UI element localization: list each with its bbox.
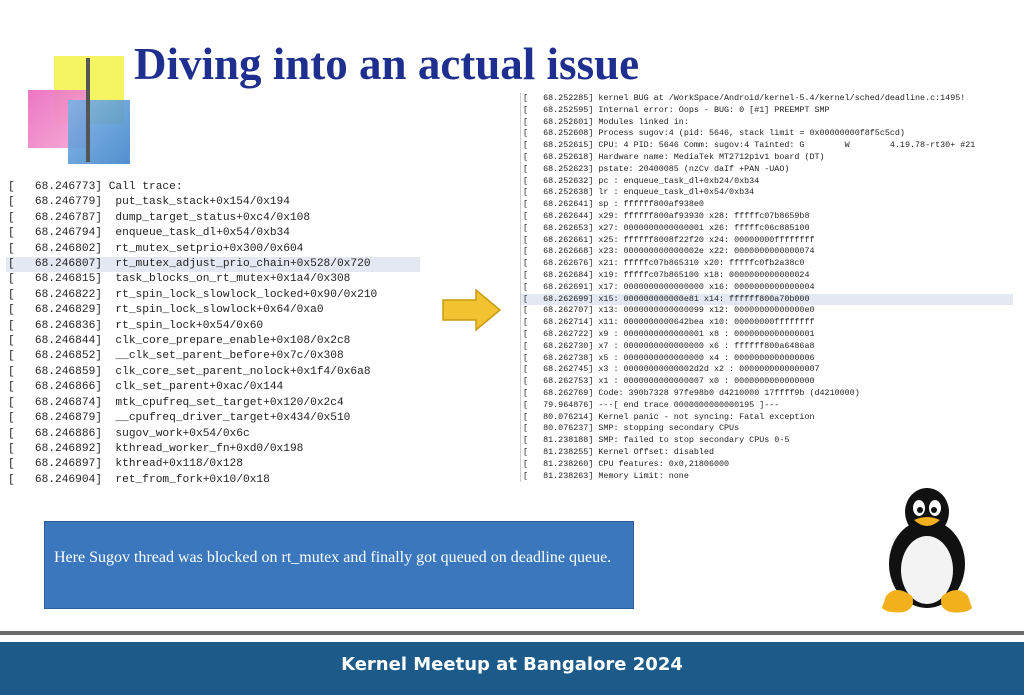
kernel-log-line: [ 68.262653] x27: 0000000000000001 x26: fffffc06c885100 (523, 222, 810, 233)
note-text: Here Sugov thread was blocked on rt_mutex and finally got queued on deadline queue. (54, 549, 612, 566)
call-trace-line: [ 68.246874] mtk_cpufreq_set_target+0x120/0x2c4 (8, 396, 344, 409)
kernel-log-line: [ 68.262714] x11: 0000000000642bea x10: 00000000ffffffff (523, 317, 815, 328)
note-box (44, 521, 634, 609)
call-trace-line: [ 68.246859] clk_core_set_parent_nolock+0x1f4/0x6a8 (8, 365, 371, 378)
kernel-log-line: [ 81.238188] SMP: failed to stop secondary CPUs 0-5 (523, 435, 790, 446)
kernel-log-line: [ 68.262691] x17: 0000000000000000 x16: 0000000000000004 (523, 281, 815, 292)
tux-penguin-icon (878, 484, 976, 616)
kernel-log-line: [ 68.252618] Hardware name: MediaTek MT2712p1v1 board (DT) (523, 151, 825, 162)
call-trace-listing (6, 180, 420, 488)
kernel-log-line: [ 68.252601] Modules linked in: (523, 116, 689, 127)
kernel-log-line: [ 68.262730] x7 : 0000000000000000 x6 : ffffff800a6486a8 (523, 340, 815, 351)
kernel-log-line: [ 80.076214] Kernel panic - not syncing: Fatal exception (523, 411, 815, 422)
kernel-oops-log (520, 93, 1013, 482)
call-trace-line: [ 68.246844] clk_core_prepare_enable+0x108/0x2c8 (8, 335, 351, 348)
kernel-log-line: [ 68.262644] x29: ffffff800af93930 x28: fffffc07b8659b8 (523, 210, 810, 221)
logo-vertical-line (86, 58, 90, 162)
kernel-log-line: [ 68.262753] x1 : 0000000000000007 x0 : 0000000000000000 (523, 376, 815, 387)
footer-bar (0, 642, 1024, 695)
call-trace-line: [ 68.246807] rt_mutex_adjust_prio_chain+0x528/0x720 (6, 257, 420, 272)
kernel-log-line: [ 81.238260] CPU features: 0x0,21806000 (523, 458, 730, 469)
call-trace-line: [ 68.246829] rt_spin_lock_slowlock+0x64/0xa0 (8, 304, 324, 317)
kernel-log-line: [ 81.238263] Memory Limit: none (523, 470, 689, 481)
call-trace-line: [ 68.246802] rt_mutex_setprio+0x300/0x604 (8, 242, 304, 255)
call-trace-line: [ 68.246779] put_task_stack+0x154/0x194 (8, 196, 290, 209)
footer-divider (0, 631, 1024, 635)
kernel-log-line: [ 68.252632] pc : enqueue_task_dl+0xb24/0xb34 (523, 175, 760, 186)
call-trace-line: [ 68.246787] dump_target_status+0xc4/0x108 (8, 211, 311, 224)
kernel-log-line: [ 68.252615] CPU: 4 PID: 5646 Comm: sugov:4 Tainted: G W 4.19.78-rt30+ #21 (523, 140, 976, 151)
kernel-log-line: [ 68.262684] x19: fffffc07b865100 x18: 0000000000000024 (523, 269, 810, 280)
call-trace-line: [ 68.246794] enqueue_task_dl+0x54/0xb34 (8, 227, 290, 240)
slide-title: Diving into an actual issue (134, 39, 640, 89)
kernel-log-line: [ 80.076237] SMP: stopping secondary CPUs (523, 423, 740, 434)
kernel-log-line: [ 68.262738] x5 : 0000000000000000 x4 : 0000000000000006 (523, 352, 815, 363)
kernel-log-line: [ 68.262722] x9 : 0000000000000001 x8 : 0000000000000001 (523, 328, 815, 339)
call-trace-line: [ 68.246904] ret_from_fork+0x10/0x18 (8, 473, 270, 486)
call-trace-line: [ 68.246879] __cpufreq_driver_target+0x434/0x510 (8, 412, 351, 425)
kernel-log-line: [ 68.262699] x15: 000000000000e81 x14: ffffff800a70b000 (521, 294, 1013, 306)
call-trace-line: [ 68.246773] Call trace: (8, 181, 183, 193)
right-arrow-icon (442, 289, 502, 331)
call-trace-line: [ 68.246852] __clk_set_parent_before+0x7c/0x308 (8, 350, 344, 363)
logo-blue-square (68, 100, 130, 164)
footer-text: Kernel Meetup at Bangalore 2024 (341, 654, 683, 675)
kernel-log-line: [ 68.252638] lr : enqueue_task_dl+0x54/0xb34 (523, 187, 755, 198)
kernel-log-line: [ 68.252608] Process sugov:4 (pid: 5646, stack limit = 0x00000000f8f5c5cd) (523, 128, 905, 139)
kernel-log-line: [ 81.238255] Kernel Offset: disabled (523, 446, 714, 457)
slide-logo (28, 56, 132, 166)
call-trace-line: [ 68.246886] sugov_work+0x54/0x6c (8, 427, 250, 440)
kernel-log-line: [ 68.262745] x3 : 00000000000002d2d x2 : 0000000000000007 (523, 364, 820, 375)
call-trace-line: [ 68.246836] rt_spin_lock+0x54/0x60 (8, 319, 264, 332)
kernel-log-line: [ 68.262661] x25: ffffff8008f22f20 x24: 00000000ffffffff (523, 234, 815, 245)
kernel-log-line: [ 79.964876] ---[ end trace 0000000000000195 ]--- (523, 399, 780, 410)
kernel-log-line: [ 68.252285] kernel BUG at /WorkSpace/Android/kernel-5.4/kernel/sched/deadline.c:1495! (523, 93, 966, 103)
kernel-log-line: [ 68.262769] Code: 390b7328 97fe98b0 d4210000 17ffff9b (d4210000) (523, 387, 860, 398)
kernel-log-line: [ 68.262676] x21: fffffc07b865310 x20: fffffc0fb2a38c0 (523, 258, 805, 269)
call-trace-line: [ 68.246892] kthread_worker_fn+0xd0/0x198 (8, 442, 304, 455)
call-trace-line: [ 68.246866] clk_set_parent+0xac/0x144 (8, 381, 284, 394)
kernel-log-line: [ 68.262641] sp : ffffff800af938e0 (523, 199, 704, 210)
call-trace-line: [ 68.246815] task_blocks_on_rt_mutex+0x1a4/0x308 (8, 273, 351, 286)
kernel-log-line: [ 68.252623] pstate: 20400085 (nzCv daIf +PAN -UAO) (523, 163, 790, 174)
kernel-log-line: [ 68.262668] x23: 000000000000002e x22: 0000000000000074 (523, 246, 815, 257)
kernel-log-line: [ 68.252595] Internal error: Oops - BUG: 0 [#1] PREEMPT SMP (523, 104, 830, 115)
call-trace-line: [ 68.246822] rt_spin_lock_slowlock_locked+0x90/0x210 (8, 288, 378, 301)
call-trace-line: [ 68.246897] kthread+0x118/0x128 (8, 458, 243, 471)
kernel-log-line: [ 68.262707] x13: 0000000000000099 x12: 00000000000000e0 (523, 305, 815, 316)
